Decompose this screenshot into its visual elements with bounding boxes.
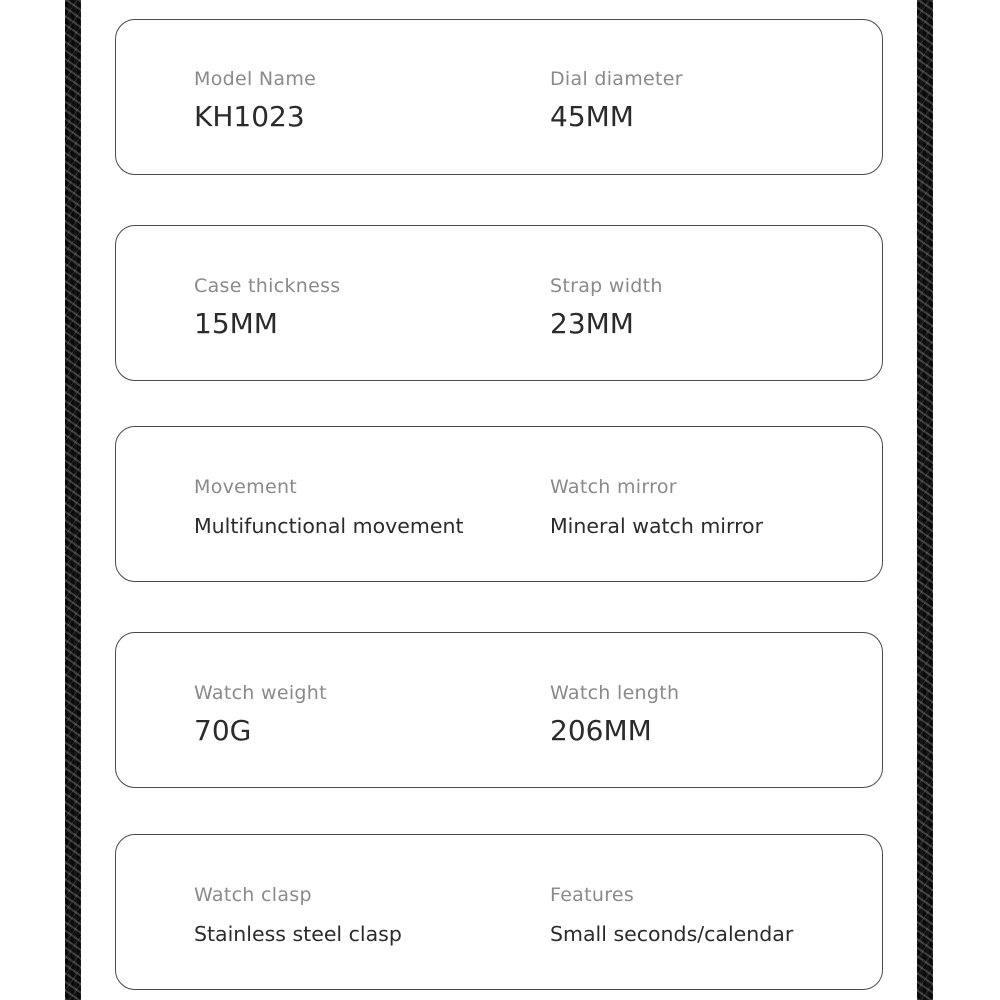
spec-label: Watch clasp	[194, 884, 312, 906]
spec-label: Case thickness	[194, 275, 341, 297]
spec-value: Multifunctional movement	[194, 514, 464, 538]
right-border-texture	[917, 0, 933, 1000]
spec-watch-length	[550, 682, 679, 747]
spec-value: 206MM	[550, 714, 652, 747]
spec-label: Dial diameter	[550, 68, 683, 90]
spec-card-movement	[115, 426, 883, 582]
spec-card-model	[115, 19, 883, 175]
spec-model-name	[194, 68, 316, 133]
spec-value: 45MM	[550, 100, 634, 133]
spec-value: 23MM	[550, 307, 634, 340]
spec-value: Small seconds/calendar	[550, 922, 794, 946]
spec-case-thickness	[194, 275, 341, 340]
spec-watch-weight	[194, 682, 327, 747]
spec-card-dimensions	[115, 225, 883, 381]
spec-value: KH1023	[194, 100, 305, 133]
spec-value: Mineral watch mirror	[550, 514, 764, 538]
spec-label: Watch mirror	[550, 476, 677, 498]
spec-watch-mirror	[550, 476, 763, 538]
spec-label: Watch weight	[194, 682, 327, 704]
spec-card-clasp	[115, 834, 883, 990]
spec-label: Strap width	[550, 275, 663, 297]
spec-strap-width	[550, 275, 663, 340]
spec-label: Watch length	[550, 682, 680, 704]
spec-label: Movement	[194, 476, 298, 498]
spec-movement	[194, 476, 464, 538]
spec-dial-diameter	[550, 68, 683, 133]
spec-features	[550, 884, 793, 946]
spec-card-weight	[115, 632, 883, 788]
spec-watch-clasp	[194, 884, 402, 946]
spec-value: Stainless steel clasp	[194, 922, 402, 946]
spec-label: Model Name	[194, 68, 317, 90]
left-border-texture	[65, 0, 81, 1000]
spec-value: 70G	[194, 714, 252, 747]
spec-value: 15MM	[194, 307, 278, 340]
spec-label: Features	[550, 884, 635, 906]
